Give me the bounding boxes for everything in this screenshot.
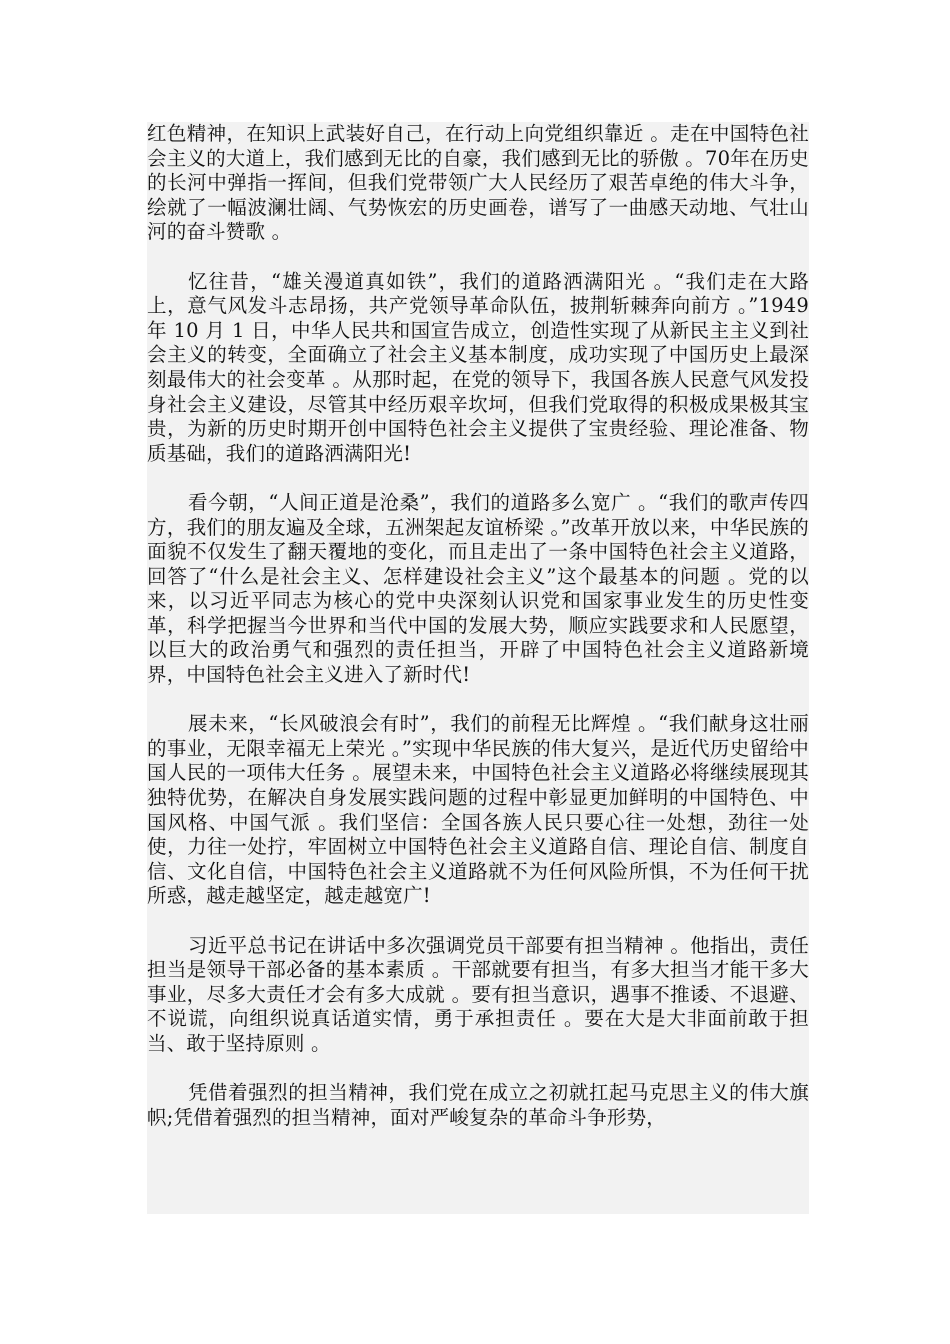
document-page <box>147 122 809 1214</box>
paragraph-5: 习近平总书记在讲话中多次强调党员干部要有担当精神 。他指出，责任担当是领导干部必备的基本素质 。干部就要有担当，有多大担当才能干多大事业，尽多大责任才会有多大成就 。要有担当意识，遇事不推诿、不退避、不说谎，向组织说真话道实情，勇于承担责任 。要在大是大非面前敢于担当、敢于坚持原则 。 <box>147 933 809 1055</box>
paragraph-4: 展未来，“长风破浪会有时”，我们的前程无比辉煌 。“我们献身这壮丽的事业，无限幸福无上荣光 。”实现中华民族的伟大复兴，是近代历史留给中国人民的一项伟大任务 。展望未来，中国特色社会主义道路必将继续展现其独特优势，在解决自身发展实践问题的过程中彰显更加鲜明的中国特色、中国风格、中国气派 。我们坚信：全国各族人民只要心往一处想，劲往一处使，力往一处拧，牢固树立中国特色社会主义道路自信、理论自信、制度自信、文化自信，中国特色社会主义道路就不为任何风险所惧，不为任何干扰所惑，越走越坚定，越走越宽广! <box>147 712 809 908</box>
paragraph-gap <box>147 688 809 713</box>
paragraph-3: 看今朝，“人间正道是沧桑”，我们的道路多么宽广 。“我们的歌声传四方，我们的朋友遍及全球，五洲架起友谊桥梁 。”改革开放以来，中华民族的面貌不仅发生了翻天覆地的变化，而且走出了一条中国特色社会主义道路，回答了“什么是社会主义、怎样建设社会主义”这个最基本的问题 。党的以来，以习近平同志为核心的党中央深刻认识党和国家事业发生的历史性变革，科学把握当今世界和当代中国的发展大势，顺应实践要求和人民愿望，以巨大的政治勇气和强烈的责任担当，开辟了中国特色社会主义道路新境界，中国特色社会主义进入了新时代! <box>147 490 809 687</box>
paragraph-2: 忆往昔，“雄关漫道真如铁”，我们的道路洒满阳光 。“我们走在大路上，意气风发斗志昂扬，共产党领导革命队伍，披荆斩棘奔向前方 。”1949 年 10 月 1 日，中华人民共和国宣告成立，创造性实现了从新民主主义到社会主义的转变，全面确立了社会主义基本制度，成功实现了中国历史上最深刻最伟大的社会变革 。从那时起，在党的领导下，我国各族人民意气风发投身社会主义建设，尽管其中经历艰辛坎坷，但我们党取得的积极成果极其宝贵，为新的历史时期开创中国特色社会主义提供了宝贵经验、理论准备、物质基础，我们的道路洒满阳光! <box>147 269 809 465</box>
paragraph-1: 红色精神，在知识上武装好自己，在行动上向党组织靠近 。走在中国特色社会主义的大道上，我们感到无比的自豪，我们感到无比的骄傲 。70年在历史的长河中弹指一挥间，但我们党带领广大人民经历了艰苦卓绝的伟大斗争，绘就了一幅波澜壮阔、气势恢宏的历史画卷，谱写了一曲感天动地、气壮山河的奋斗赞歌 。 <box>147 122 810 244</box>
paragraph-gap <box>147 909 809 934</box>
paragraph-gap <box>147 245 809 270</box>
paragraph-6: 凭借着强烈的担当精神，我们党在成立之初就扛起马克思主义的伟大旗帜;凭借着强烈的担当精神，面对严峻复杂的革命斗争形势， <box>147 1081 809 1129</box>
paragraph-gap <box>147 1057 809 1082</box>
paragraph-gap <box>147 466 809 491</box>
